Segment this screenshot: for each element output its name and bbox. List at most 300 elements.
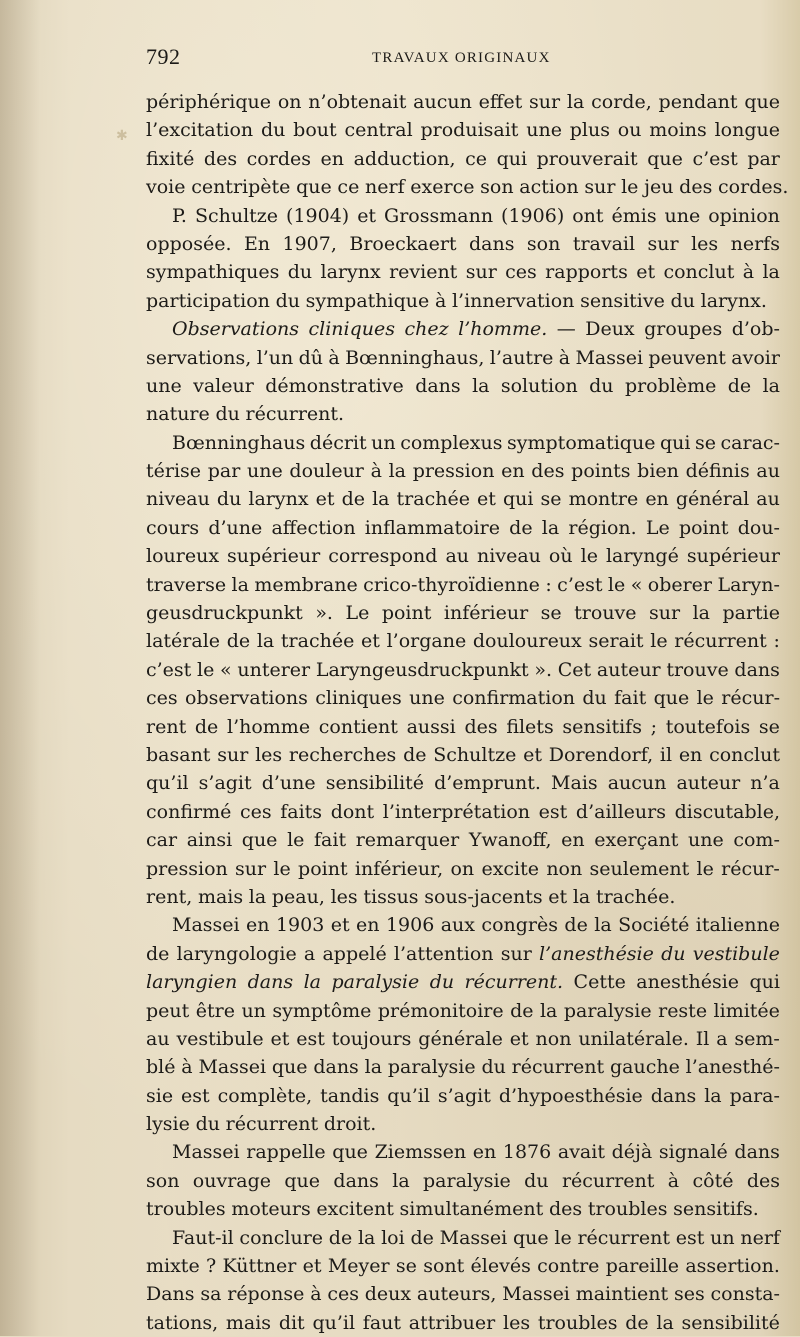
word: unterer xyxy=(237,658,311,681)
word: larynx xyxy=(320,261,381,284)
word: serait xyxy=(588,630,644,653)
word: sont xyxy=(423,1255,465,1278)
word: cordes. xyxy=(718,176,789,199)
text-line xyxy=(146,1224,780,1252)
word: troubles xyxy=(146,1198,226,1221)
word: 1906 xyxy=(385,914,435,937)
word: en xyxy=(678,743,703,766)
word: le xyxy=(696,857,714,880)
word: sur xyxy=(217,743,249,766)
text-line xyxy=(146,429,780,457)
word: le xyxy=(287,829,305,852)
word: « xyxy=(220,658,232,681)
word: symptomatique xyxy=(507,431,656,454)
text-line xyxy=(146,769,780,797)
word: l’excitation xyxy=(146,119,254,142)
word: du xyxy=(589,374,614,397)
page-number: 792 xyxy=(146,44,181,69)
word: s’agit xyxy=(437,1084,491,1107)
word: prémonitoire xyxy=(377,999,504,1022)
word: Küttner xyxy=(222,1255,297,1278)
word: région. xyxy=(568,516,637,539)
word: l’innervation xyxy=(451,289,575,312)
text-line xyxy=(146,1309,780,1337)
word: cours xyxy=(146,516,200,539)
word: 1876 xyxy=(502,1141,552,1164)
word: les xyxy=(503,1311,531,1334)
word: faits xyxy=(280,800,323,823)
word: dû xyxy=(298,346,324,369)
word: l’homme. xyxy=(458,318,548,341)
word: l’un xyxy=(256,346,294,369)
word: c’est xyxy=(557,573,603,596)
text-line xyxy=(146,1025,780,1053)
word: adduction, xyxy=(353,147,456,170)
word: pareille xyxy=(605,1255,680,1278)
word: car xyxy=(146,829,178,852)
word: reste xyxy=(658,999,708,1022)
word: l’autre xyxy=(489,346,554,369)
word: rapports xyxy=(545,261,628,284)
word: de xyxy=(226,630,251,653)
word: Ziemssen xyxy=(374,1141,467,1164)
word: fait xyxy=(314,829,347,852)
word: P. xyxy=(172,204,187,227)
word: tissus xyxy=(363,885,419,908)
word: la xyxy=(372,488,390,511)
word: trachée. xyxy=(595,885,676,908)
word: dit xyxy=(278,1311,305,1334)
text-line xyxy=(146,202,780,230)
word: la xyxy=(704,1084,722,1107)
word: et xyxy=(270,1027,290,1050)
word: filets xyxy=(506,715,554,738)
word: du xyxy=(287,261,313,284)
word: paralysie xyxy=(563,999,652,1022)
word: groupes xyxy=(644,318,723,341)
word: l’interprétation xyxy=(382,800,531,823)
word: des xyxy=(746,1169,780,1192)
word: travail xyxy=(572,232,636,255)
word: Dans xyxy=(146,1283,195,1306)
word: a xyxy=(303,942,316,965)
word: sur xyxy=(235,857,267,880)
word: rent xyxy=(146,715,187,738)
word: bien xyxy=(637,460,679,483)
word: le xyxy=(621,176,639,199)
text-line xyxy=(146,1195,780,1223)
page-gutter-shadow xyxy=(0,0,40,1336)
word: Bœnninghaus xyxy=(172,431,306,454)
word: : xyxy=(773,630,780,653)
word: mais xyxy=(225,1311,272,1334)
word: de xyxy=(625,1311,649,1334)
word: rent, xyxy=(146,885,193,908)
word: du xyxy=(670,289,695,312)
word: le xyxy=(273,857,291,880)
word: de xyxy=(510,999,534,1022)
word: conclut xyxy=(663,261,735,284)
word: aux xyxy=(440,914,475,937)
word: consta- xyxy=(710,1283,780,1306)
word: le xyxy=(650,630,668,653)
text-line xyxy=(146,1252,780,1280)
word: des xyxy=(203,147,238,170)
word: plus xyxy=(569,119,610,142)
word: du xyxy=(216,488,242,511)
word: chez xyxy=(404,318,449,341)
word: para- xyxy=(729,1084,780,1107)
word: contient xyxy=(318,715,398,738)
word: valeur xyxy=(193,374,254,397)
word: Massei xyxy=(439,1226,508,1249)
word: (1904) xyxy=(286,204,350,227)
text-line xyxy=(146,571,780,599)
word: Dorendorf, xyxy=(548,743,654,766)
word: aussi xyxy=(406,715,456,738)
word: la xyxy=(364,1056,383,1079)
word: qui xyxy=(659,431,691,454)
word: au xyxy=(756,460,780,483)
word: au xyxy=(445,545,470,568)
word: Il xyxy=(695,1027,710,1050)
word: Meyer xyxy=(327,1255,390,1278)
word: trachée xyxy=(280,630,355,653)
word: d’une xyxy=(261,772,316,795)
word: excitent xyxy=(316,1198,394,1221)
word: lysie xyxy=(146,1113,190,1136)
word: sympathiques xyxy=(146,261,280,284)
word: se xyxy=(540,602,562,625)
word: dans xyxy=(734,1141,780,1164)
word: en xyxy=(320,147,345,170)
word: effet xyxy=(478,91,523,113)
word: la xyxy=(357,1226,376,1249)
word: toujours xyxy=(331,1027,412,1050)
word: d’emprunt. xyxy=(434,772,541,795)
word: est xyxy=(296,1027,325,1050)
word: Massei xyxy=(502,1283,570,1306)
word: de xyxy=(328,1226,353,1249)
word: démonstrative xyxy=(265,374,404,397)
word: dont xyxy=(330,800,375,823)
word: se xyxy=(540,488,562,511)
margin-mark: ✱ xyxy=(116,128,128,144)
word: paralysie xyxy=(423,1169,511,1192)
word: récurrent xyxy=(225,1113,319,1136)
word: non xyxy=(535,1027,572,1050)
word: deux xyxy=(364,1283,412,1306)
word: du xyxy=(661,942,686,965)
word: recherches xyxy=(288,743,397,766)
text-line xyxy=(146,230,780,258)
word: loi xyxy=(381,1226,405,1249)
text-line xyxy=(146,911,780,939)
word: c’est xyxy=(692,147,738,170)
word: aucun xyxy=(413,91,472,113)
word: du xyxy=(481,1056,506,1079)
word: dans xyxy=(247,971,294,994)
word: à xyxy=(742,261,755,284)
word: prouverait xyxy=(536,147,638,170)
word: du xyxy=(275,289,300,312)
word: congrès xyxy=(481,914,558,937)
word: les xyxy=(330,885,358,908)
word: fait xyxy=(614,687,647,710)
word: nerf xyxy=(365,176,405,199)
word: Laryn- xyxy=(717,573,780,596)
word: une xyxy=(526,119,562,142)
word: la xyxy=(539,999,558,1022)
word: le xyxy=(554,1226,572,1249)
word: contre xyxy=(537,1255,600,1278)
text-line xyxy=(146,741,780,769)
word: récur- xyxy=(721,857,780,880)
word: Schultze xyxy=(433,743,517,766)
word: n’obtenait xyxy=(308,91,407,113)
word: « xyxy=(630,573,643,596)
word: geusdruckpunkt xyxy=(146,602,303,625)
word: Cette xyxy=(573,971,626,994)
word: en xyxy=(561,829,585,852)
word: dans xyxy=(734,658,780,681)
word: Grossmann xyxy=(384,204,494,227)
word: que xyxy=(241,829,278,852)
text-line xyxy=(146,826,780,854)
word: loureux xyxy=(146,545,220,568)
word: la xyxy=(762,374,780,397)
word: sur xyxy=(647,232,679,255)
word: troubles xyxy=(537,1311,618,1334)
word: crico-thyroïdienne xyxy=(363,573,540,596)
word: du xyxy=(260,119,286,142)
word: servations, xyxy=(146,346,252,369)
word: limitée xyxy=(713,999,780,1022)
word: avoir xyxy=(731,346,780,369)
word: la xyxy=(392,1169,410,1192)
word: récurrent. xyxy=(464,971,564,994)
word: jeu xyxy=(644,176,674,199)
word: bout xyxy=(293,119,337,142)
word: d’une xyxy=(208,516,263,539)
word: à xyxy=(370,460,382,483)
word: récurrent xyxy=(674,630,767,653)
word: fixité xyxy=(146,147,195,170)
word: point xyxy=(381,602,432,625)
word: ont xyxy=(572,204,604,227)
text-line xyxy=(146,344,780,372)
text-line xyxy=(146,798,780,826)
word: sympathique xyxy=(305,289,430,312)
word: peuvent xyxy=(648,346,726,369)
word: de xyxy=(564,914,588,937)
word: récurrent. xyxy=(245,403,345,426)
word: que xyxy=(284,1169,321,1192)
word: basant xyxy=(146,743,211,766)
text-line xyxy=(146,1053,780,1081)
word: tations, xyxy=(146,1311,219,1334)
word: en xyxy=(645,488,669,511)
word: que xyxy=(271,1056,308,1079)
word: qu’il xyxy=(312,1311,356,1334)
word: unilatérale. xyxy=(578,1027,689,1050)
word: du xyxy=(215,403,240,426)
text-line xyxy=(146,258,780,286)
word: que xyxy=(332,1141,368,1164)
word: être xyxy=(195,999,235,1022)
word: générale xyxy=(418,1027,503,1050)
word: en xyxy=(501,460,525,483)
word: élevés xyxy=(470,1255,531,1278)
word: larynx. xyxy=(700,289,767,312)
word: paralysie xyxy=(331,971,420,994)
word: du xyxy=(524,1169,549,1192)
word: inférieur xyxy=(443,602,529,625)
word: complexus xyxy=(400,431,503,454)
word: montre xyxy=(568,488,639,511)
word: voie xyxy=(146,176,186,199)
word: n’a xyxy=(750,772,780,795)
word: par xyxy=(747,147,780,170)
word: a xyxy=(716,1027,728,1050)
word: son xyxy=(480,176,514,199)
text-line xyxy=(146,400,780,428)
word: qui xyxy=(749,971,780,994)
word: signalé xyxy=(658,1141,728,1164)
word: sur xyxy=(465,261,497,284)
word: larynx xyxy=(248,488,309,511)
word: appelé xyxy=(322,942,387,965)
word: Massei xyxy=(172,914,240,937)
word: confirmation xyxy=(452,687,576,710)
word: discutable, xyxy=(674,800,780,823)
text-line xyxy=(146,1110,780,1138)
word: d’ailleurs xyxy=(575,800,666,823)
word: nature xyxy=(146,403,210,426)
word: observations xyxy=(185,687,308,710)
word: réponse xyxy=(227,1283,305,1306)
word: est xyxy=(675,1226,705,1249)
word: produisait xyxy=(420,119,519,142)
word: problème xyxy=(624,374,717,397)
word: est xyxy=(538,800,568,823)
word: que xyxy=(653,687,690,710)
word: paralysie xyxy=(387,1056,476,1079)
word: 1907, xyxy=(282,232,337,255)
word: niveau xyxy=(477,545,541,568)
word: et xyxy=(302,1255,322,1278)
word: émis xyxy=(611,204,657,227)
word: la xyxy=(594,914,612,937)
word: complète, xyxy=(217,1084,313,1107)
word: pression xyxy=(412,460,495,483)
word: nerf xyxy=(740,1226,780,1249)
word: des xyxy=(531,460,565,483)
word: ces xyxy=(327,1283,359,1306)
word: une xyxy=(409,687,445,710)
word: traverse xyxy=(146,573,227,596)
text-line xyxy=(146,627,780,655)
word: périphérique xyxy=(146,91,272,113)
word: on xyxy=(450,857,475,880)
word: moteurs xyxy=(231,1198,311,1221)
word: et xyxy=(548,885,568,908)
word: trachée xyxy=(396,488,470,511)
word: laryngé xyxy=(605,545,679,568)
word: niveau xyxy=(146,488,210,511)
word: attribuer xyxy=(408,1311,496,1334)
word: une xyxy=(247,460,283,483)
word: Deux xyxy=(585,318,635,341)
text-line xyxy=(146,656,780,684)
word: Laryngeusdruckpunkt xyxy=(315,658,529,681)
word: ce xyxy=(465,147,488,170)
word: cliniques xyxy=(308,318,396,341)
word: ces xyxy=(146,687,178,710)
word: sensitifs. xyxy=(673,1198,759,1221)
word: gauche xyxy=(609,1056,680,1079)
word: de xyxy=(403,743,427,766)
word: seulement xyxy=(589,857,690,880)
word: l’homme xyxy=(227,715,311,738)
word: Ywanoff, xyxy=(468,829,552,852)
word: faut xyxy=(362,1311,402,1334)
running-head: TRAVAUX ORIGINAUX xyxy=(372,50,551,66)
word: ces xyxy=(505,261,537,284)
word: avait xyxy=(557,1141,605,1164)
word: sur xyxy=(529,91,561,113)
word: douleur xyxy=(289,460,364,483)
word: mixte xyxy=(146,1255,200,1278)
word: à xyxy=(181,1056,193,1079)
word: sensitifs xyxy=(562,715,642,738)
word: les xyxy=(691,232,719,255)
word: Le xyxy=(645,516,670,539)
word: d’hypoesthésie xyxy=(498,1084,643,1107)
word: où xyxy=(548,545,573,568)
word: qui xyxy=(496,147,528,170)
word: membrane xyxy=(254,573,358,596)
word: com- xyxy=(733,829,780,852)
word: inférieur, xyxy=(354,857,444,880)
word: sous-jacents xyxy=(424,885,543,908)
word: latérale xyxy=(146,630,221,653)
word: la xyxy=(472,374,490,397)
word: ses xyxy=(673,1283,705,1306)
word: Broeckaert xyxy=(349,232,457,255)
word: point xyxy=(678,516,729,539)
word: ». xyxy=(315,602,333,625)
word: de xyxy=(341,488,366,511)
word: est xyxy=(181,1084,210,1107)
word: décrit xyxy=(309,431,367,454)
word: assertion. xyxy=(685,1255,780,1278)
word: points xyxy=(571,460,631,483)
word: dans xyxy=(650,1084,697,1107)
word: il xyxy=(659,743,673,766)
word: point xyxy=(298,857,348,880)
word: la xyxy=(541,516,560,539)
text-line xyxy=(146,1280,780,1308)
word: à xyxy=(434,289,447,312)
word: le xyxy=(197,658,215,681)
word: En xyxy=(243,232,271,255)
word: une xyxy=(146,374,182,397)
word: solution xyxy=(500,374,578,397)
word: se xyxy=(695,431,716,454)
word: un xyxy=(710,1226,735,1249)
word: à xyxy=(558,346,571,369)
